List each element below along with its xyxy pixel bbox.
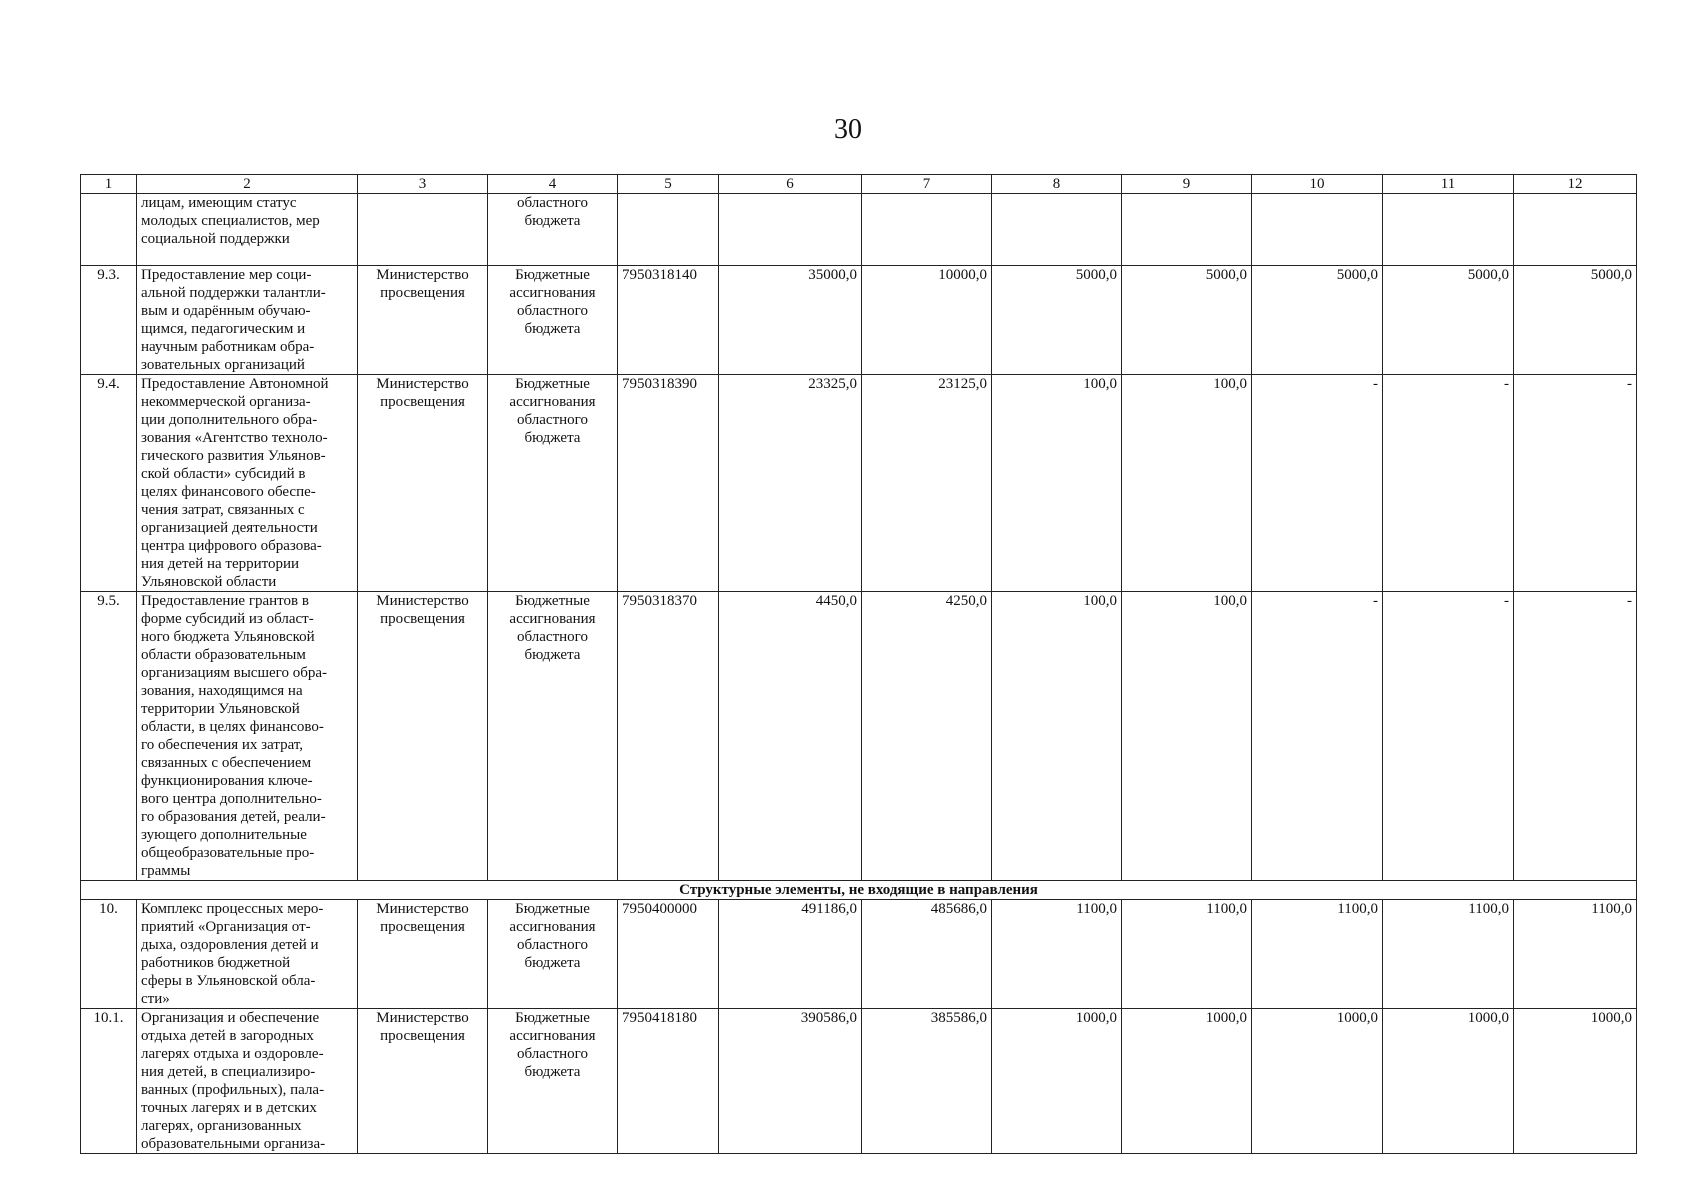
source-line: областного — [517, 195, 588, 211]
description-line: го обеспечения их затрат, — [141, 737, 304, 753]
funding-value: 485686,0 — [862, 900, 992, 1009]
description-line: зования «Агентство техноло- — [141, 430, 328, 446]
funding-source — [488, 266, 618, 375]
page-number: 30 — [834, 114, 862, 145]
funding-value: 1000,0 — [1383, 1009, 1514, 1154]
section-title: Структурные элементы, не входящие в направления — [81, 881, 1637, 900]
funding-value: 100,0 — [992, 592, 1122, 881]
description-line: зовательных организаций — [141, 357, 305, 373]
description-line: ного бюджета Ульяновской — [141, 629, 315, 645]
description-line: области, в целях финансово- — [141, 719, 324, 735]
row-number: 9.4. — [81, 375, 137, 592]
column-number: 6 — [719, 175, 862, 194]
executor — [358, 266, 488, 375]
column-number: 8 — [992, 175, 1122, 194]
executor-line: просвещения — [380, 285, 465, 301]
budget-code: 7950318140 — [618, 266, 719, 375]
description-line: общеобразовательные про- — [141, 845, 315, 861]
measure-description — [137, 266, 358, 375]
funding-source — [488, 1009, 618, 1154]
measure-description — [137, 900, 358, 1009]
funding-value: - — [1514, 375, 1637, 592]
description-line: сти» — [141, 991, 170, 1007]
column-number: 4 — [488, 175, 618, 194]
funding-value — [992, 194, 1122, 266]
funding-value: 5000,0 — [1383, 266, 1514, 375]
description-line: ции дополнительного обра- — [141, 412, 318, 428]
column-number: 3 — [358, 175, 488, 194]
description-line: ния детей, в специализиро- — [141, 1064, 316, 1080]
funding-value — [1122, 194, 1252, 266]
description-line: зующего дополнительные — [141, 827, 307, 843]
description-line: научным работникам обра- — [141, 339, 315, 355]
description-line: лицам, имеющим статус — [141, 195, 297, 211]
source-line: областного — [517, 412, 588, 428]
funding-value — [1383, 194, 1514, 266]
funding-value: - — [1252, 375, 1383, 592]
table-row — [81, 194, 1637, 266]
funding-value: - — [1514, 592, 1637, 881]
description-line: Ульяновской области — [141, 574, 277, 590]
description-line: целях финансового обеспе- — [141, 484, 316, 500]
source-line: ассигнования — [509, 611, 596, 627]
description-line: связанных с обеспечением — [141, 755, 312, 771]
funding-value: 5000,0 — [1514, 266, 1637, 375]
funding-value: 1100,0 — [992, 900, 1122, 1009]
executor-line: Министерство — [376, 593, 469, 609]
description-line: организациям высшего обра- — [141, 665, 327, 681]
description-line: зования, находящимся на — [141, 683, 303, 699]
description-line: работников бюджетной — [141, 955, 291, 971]
measure-description — [137, 194, 358, 266]
budget-code: 7950318370 — [618, 592, 719, 881]
description-line: образовательными организа- — [141, 1136, 326, 1152]
description-line: некоммерческой организа- — [141, 394, 311, 410]
row-number — [81, 194, 137, 266]
row-number: 10.1. — [81, 1009, 137, 1154]
description-line: Предоставление мер соци- — [141, 267, 312, 283]
measure-description — [137, 592, 358, 881]
column-number: 9 — [1122, 175, 1252, 194]
funding-value: 1000,0 — [992, 1009, 1122, 1154]
budget-code — [618, 194, 719, 266]
source-line: бюджета — [524, 213, 581, 229]
description-line: Комплекс процессных меро- — [141, 901, 324, 917]
funding-value — [862, 194, 992, 266]
budget-code: 7950400000 — [618, 900, 719, 1009]
source-line: ассигнования — [509, 1028, 596, 1044]
source-line: областного — [517, 937, 588, 953]
source-line: ассигнования — [509, 285, 596, 301]
funding-value: 23325,0 — [719, 375, 862, 592]
source-line: Бюджетные — [515, 1010, 590, 1026]
funding-value: 10000,0 — [862, 266, 992, 375]
description-line: вого центра дополнительно- — [141, 791, 322, 807]
executor-line: Министерство — [376, 901, 469, 917]
row-number: 10. — [81, 900, 137, 1009]
funding-source — [488, 375, 618, 592]
funding-value: 100,0 — [1122, 375, 1252, 592]
description-line: организацией деятельности — [141, 520, 318, 536]
measure-description — [137, 375, 358, 592]
source-line: бюджета — [524, 1064, 581, 1080]
description-line: лагерях, организованных — [141, 1118, 302, 1134]
table-row — [81, 592, 1637, 881]
description-line: щимся, педагогическим и — [141, 321, 306, 337]
description-line: го образования детей, реали- — [141, 809, 326, 825]
description-line: молодых специалистов, мер — [141, 213, 320, 229]
funding-value: 5000,0 — [992, 266, 1122, 375]
description-line: граммы — [141, 863, 191, 879]
funding-value: 5000,0 — [1252, 266, 1383, 375]
source-line: бюджета — [524, 955, 581, 971]
funding-value: - — [1383, 592, 1514, 881]
column-number-row — [81, 175, 1637, 194]
budget-code: 7950418180 — [618, 1009, 719, 1154]
description-line: сферы в Ульяновской обла- — [141, 973, 316, 989]
description-line: центра цифрового образова- — [141, 538, 322, 554]
table-row — [81, 266, 1637, 375]
executor-line: Министерство — [376, 1010, 469, 1026]
description-line: ской области» субсидий в — [141, 466, 306, 482]
executor — [358, 194, 488, 266]
row-number: 9.3. — [81, 266, 137, 375]
source-line: областного — [517, 1046, 588, 1062]
description-line: Предоставление Автономной — [141, 376, 329, 392]
description-line: форме субсидий из област- — [141, 611, 314, 627]
funding-source — [488, 194, 618, 266]
description-line: области образовательным — [141, 647, 306, 663]
row-number: 9.5. — [81, 592, 137, 881]
executor — [358, 1009, 488, 1154]
funding-value: - — [1252, 592, 1383, 881]
executor-line: просвещения — [380, 919, 465, 935]
source-line: бюджета — [524, 430, 581, 446]
funding-source — [488, 592, 618, 881]
executor — [358, 375, 488, 592]
funding-value: 1100,0 — [1383, 900, 1514, 1009]
executor — [358, 900, 488, 1009]
description-line: ванных (профильных), пала- — [141, 1082, 325, 1098]
description-line: чения затрат, связанных с — [141, 502, 305, 518]
executor-line: просвещения — [380, 394, 465, 410]
source-line: Бюджетные — [515, 376, 590, 392]
budget-table — [80, 174, 1637, 1154]
source-line: Бюджетные — [515, 267, 590, 283]
measure-description — [137, 1009, 358, 1154]
funding-value: 35000,0 — [719, 266, 862, 375]
description-line: гического развития Ульянов- — [141, 448, 326, 464]
funding-value: 1100,0 — [1122, 900, 1252, 1009]
executor-line: Министерство — [376, 376, 469, 392]
column-number: 12 — [1514, 175, 1637, 194]
column-number: 11 — [1383, 175, 1514, 194]
description-line: отдыха детей в загородных — [141, 1028, 314, 1044]
source-line: бюджета — [524, 321, 581, 337]
description-line: территории Ульяновской — [141, 701, 300, 717]
funding-value: 1000,0 — [1252, 1009, 1383, 1154]
funding-value: 1100,0 — [1252, 900, 1383, 1009]
executor — [358, 592, 488, 881]
description-line: функционирования ключе- — [141, 773, 313, 789]
column-number: 7 — [862, 175, 992, 194]
column-number: 5 — [618, 175, 719, 194]
source-line: ассигнования — [509, 394, 596, 410]
funding-value: - — [1383, 375, 1514, 592]
funding-value: 4450,0 — [719, 592, 862, 881]
funding-value: 390586,0 — [719, 1009, 862, 1154]
description-line: социальной поддержки — [141, 231, 290, 247]
source-line: Бюджетные — [515, 593, 590, 609]
column-number: 10 — [1252, 175, 1383, 194]
source-line: бюджета — [524, 647, 581, 663]
description-line: лагерях отдыха и оздоровле- — [141, 1046, 324, 1062]
column-number: 2 — [137, 175, 358, 194]
funding-value: 100,0 — [1122, 592, 1252, 881]
executor-line: просвещения — [380, 611, 465, 627]
executor-line: просвещения — [380, 1028, 465, 1044]
table-row — [81, 375, 1637, 592]
section-row — [81, 881, 1637, 900]
budget-code: 7950318390 — [618, 375, 719, 592]
funding-value: 100,0 — [992, 375, 1122, 592]
funding-value: 5000,0 — [1122, 266, 1252, 375]
column-number: 1 — [81, 175, 137, 194]
funding-value — [1252, 194, 1383, 266]
funding-value: 1000,0 — [1514, 1009, 1637, 1154]
source-line: Бюджетные — [515, 901, 590, 917]
table-row — [81, 900, 1637, 1009]
funding-value: 23125,0 — [862, 375, 992, 592]
executor-line: Министерство — [376, 267, 469, 283]
funding-value — [1514, 194, 1637, 266]
table-row — [81, 1009, 1637, 1154]
description-line: Организация и обеспечение — [141, 1010, 320, 1026]
source-line: областного — [517, 303, 588, 319]
funding-value: 385586,0 — [862, 1009, 992, 1154]
funding-value: 491186,0 — [719, 900, 862, 1009]
description-line: альной поддержки талантли- — [141, 285, 326, 301]
description-line: точных лагерях и в детских — [141, 1100, 317, 1116]
description-line: ния детей на территории — [141, 556, 300, 572]
description-line: приятий «Организация от- — [141, 919, 311, 935]
description-line: дыха, оздоровления детей и — [141, 937, 319, 953]
funding-value: 1100,0 — [1514, 900, 1637, 1009]
description-line: Предоставление грантов в — [141, 593, 309, 609]
funding-value — [719, 194, 862, 266]
source-line: ассигнования — [509, 919, 596, 935]
source-line: областного — [517, 629, 588, 645]
funding-value: 1000,0 — [1122, 1009, 1252, 1154]
funding-source — [488, 900, 618, 1009]
description-line: вым и одарённым обучаю- — [141, 303, 311, 319]
funding-value: 4250,0 — [862, 592, 992, 881]
